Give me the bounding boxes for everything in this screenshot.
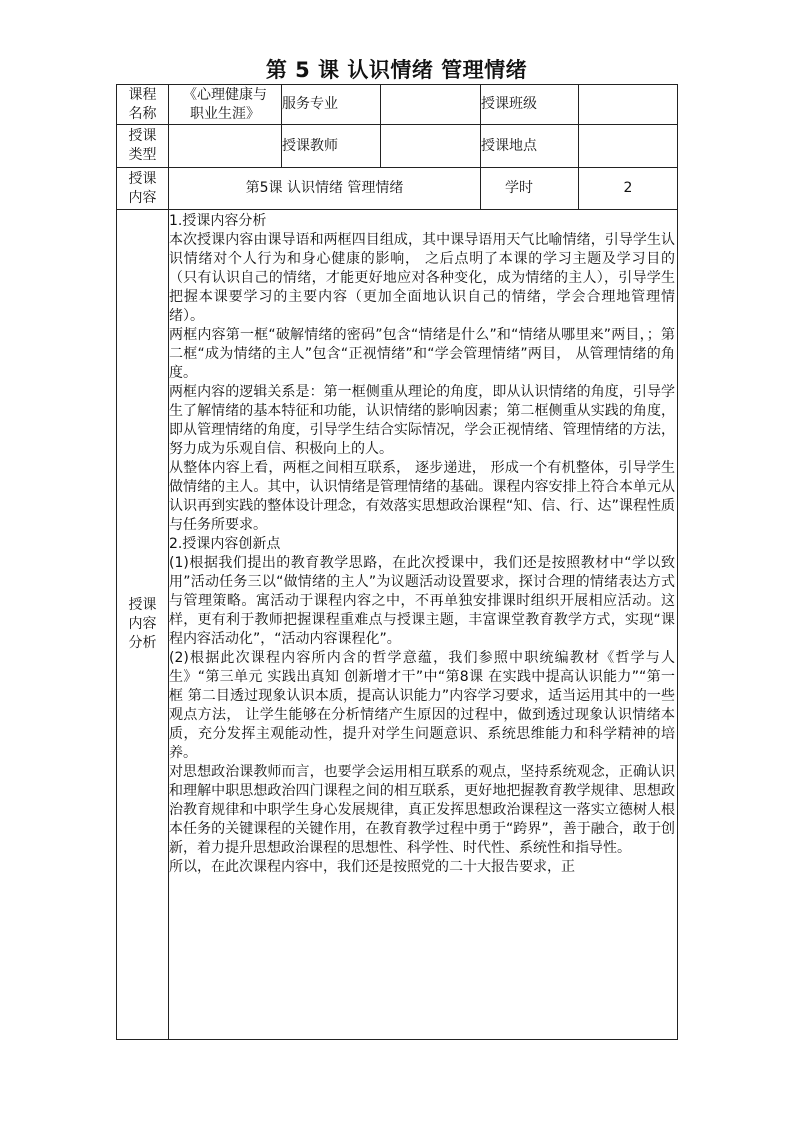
major-value: 服务专业 [282,85,381,125]
paragraph: 两框内容第一框“破解情绪的密码”包含“情绪是什么”和“情绪从哪里来”两目，；第二框“成为情绪的主人”包含“正视情绪”和“学会管理情绪”两目， 从管理情绪的角度。 [169,327,675,381]
class-value [579,85,678,125]
row-analysis [117,210,678,1040]
hours-value: 2 [579,168,678,210]
paragraph: 两框内容的逻辑关系是：第一框侧重从理论的角度，即从认识情绪的角度，引导学生了解情绪的基本特征和功能，认识情绪的影响因素；第二框侧重从实践的角度，即从管理情绪的角度，引导学生结合实际情况，学会正视情绪、管理情绪的方法，努力成为乐观自信、积极向上的人。 [169,384,675,457]
paragraph: 本次授课内容由课导语和两框四目组成，其中课导语用天气比喻情绪，引导学生认识情绪对个人行为和身心健康的影响， 之后点明了本课的学习主题及学习目的（只有认识自己的情绪，才能更好地应对各种变化，成为情绪的主人），引导学生把握本课要学习的主要内容（更加全面地认识自己的情绪，学会合理地管理情绪）。 [169,232,675,324]
paragraph: (1)根据我们提出的教育教学思路，在此次授课中，我们还是按照教材中“学以致用”活动任务三以“做情绪的主人”为议题活动设置要求，探讨合理的情绪表达方式与管理策略。寓活动于课程内容之中，不再单独安排课时组织开展相应活动。这样，更有利于教师把握课程重难点与授课主题，丰富课堂教育教学方式，实现“课程内容活动化”，“活动内容课程化”。 [169,555,675,647]
row-content [117,168,678,210]
paragraph: 所以，在此次课程内容中，我们还是按照党的二十大报告要求，正 [169,859,575,875]
hours-label: 学时 [481,168,579,210]
location-label: 授课地点 [481,125,579,168]
empty-cell [381,85,481,125]
row-course-name [117,85,678,125]
teacher-value [381,125,481,168]
analysis-content [169,210,678,1040]
course-name-value: 《心理健康与 职业生涯》 [169,85,282,125]
type-label: 授课 类型 [117,125,169,168]
section-heading: 2.授课内容创新点 [169,536,281,552]
content-label: 授课 内容 [117,168,169,210]
class-label: 授课班级 [481,85,579,125]
paragraph: 对思想政治课教师而言，也要学会运用相互联系的观点，坚持系统观念，正确认识和理解中职思想政治四门课程之间的相互联系，更好地把握教育教学规律、思想政治教育规律和中职学生身心发展规律，真正发挥思想政治课程这一落实立德树人根本任务的关键课程的关键作用，在教育教学过程中勇于“跨界”，善于融合，敢于创新，着力提升思想政治课程的思想性、科学性、时代性、系统性和指导性。 [169,764,675,856]
page-title: 第 5 课 认识情绪 管理情绪 [265,58,528,82]
content-value: 第5课 认识情绪 管理情绪 [169,168,481,210]
analysis-text [169,210,677,877]
analysis-label: 授课 内容 分析 [117,210,169,1040]
section-heading: 1.授课内容分析 [169,213,267,229]
course-name-label: 课程 名称 [117,85,169,125]
lesson-info-table [116,84,678,1040]
paragraph: 从整体内容上看，两框之间相互联系， 逐步递进， 形成一个有机整体，引导学生做情绪的主人。其中，认识情绪是管理情绪的基础。课程内容安排上符合本单元从认识再到实践的整体设计理念，有效落实思想政治课程“知、信、行、达”课程性质与任务所要求。 [169,460,675,533]
location-value [579,125,678,168]
type-value [169,125,282,168]
row-type [117,125,678,168]
paragraph: (2)根据此次课程内容所内含的哲学意蕴，我们参照中职统编教材《哲学与人生》“第三单元 实践出真知 创新增才干”中“第8课 在实践中提高认识能力”“第一框 第二目透过现象认识本质，提高认识能力”内容学习要求，适当运用其中的一些观点方法， 让学生能够在分析情绪产生原因的过程中，做到透过现象认识情绪本质，充分发挥主观能动性，提升对学生问题意识、系统思维能力和科学精神的培养。 [169,650,675,761]
teacher-label: 授课教师 [282,125,381,168]
